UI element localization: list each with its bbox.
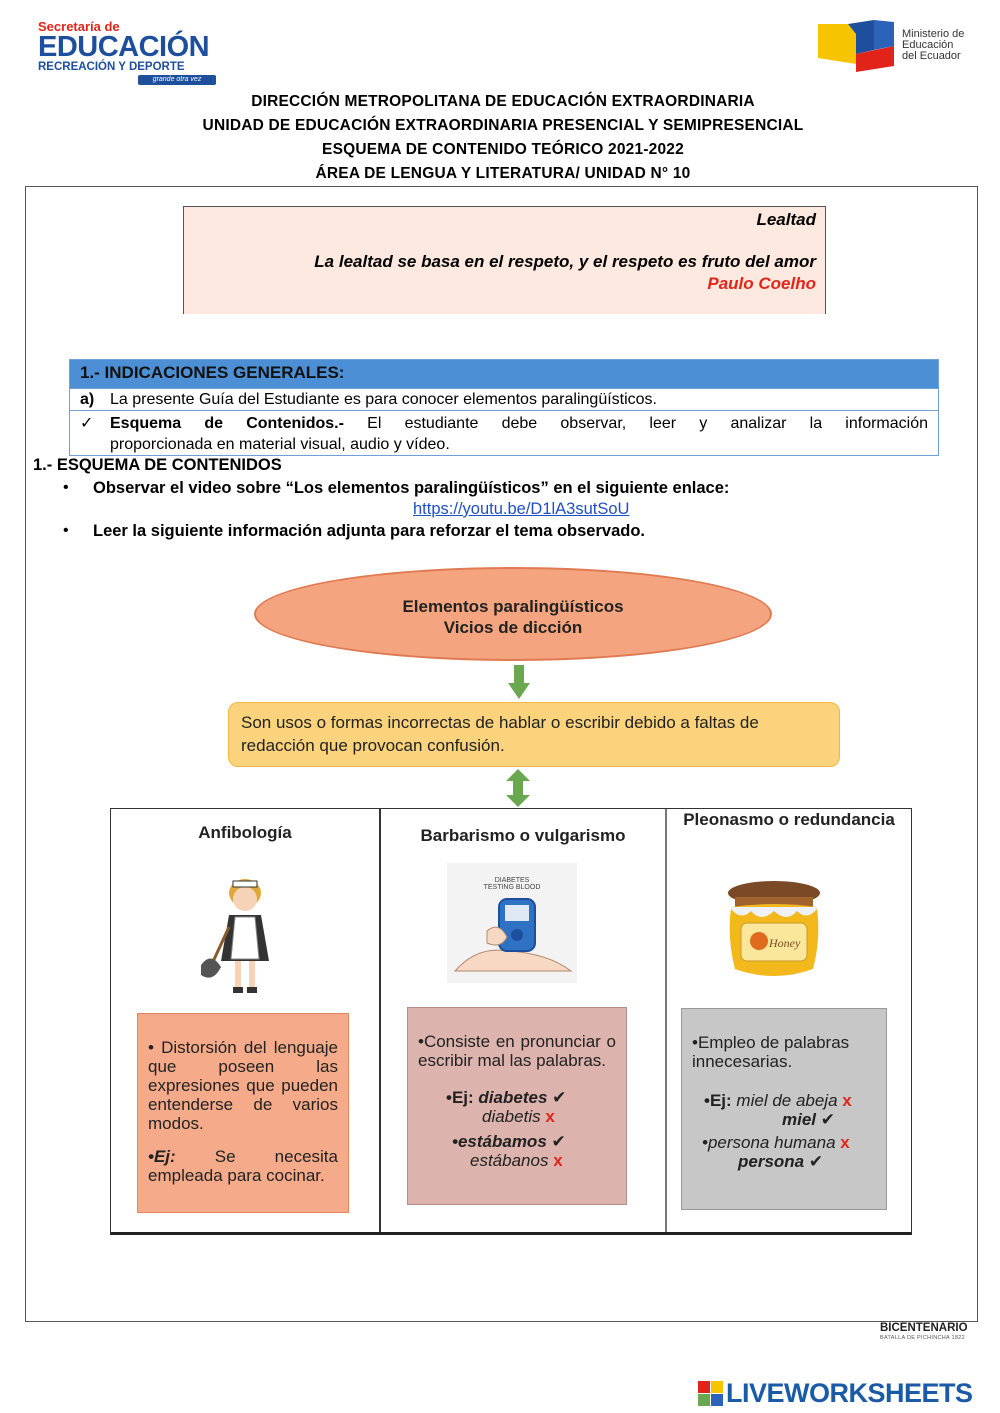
row-text-line2: proporcionada en material visual, audio y vídeo. xyxy=(110,436,450,453)
logo-tagline: grande otra vez xyxy=(138,75,216,85)
image-caption: TESTING BLOOD xyxy=(483,884,541,891)
ministerio-text xyxy=(902,29,992,62)
quote-box xyxy=(183,206,826,314)
example-label: •Ej: xyxy=(148,1147,176,1166)
example-correct: persona xyxy=(738,1152,805,1171)
header-line-1: DIRECCIÓN METROPOLITANA DE EDUCACIÓN EXTRAORDINARIA xyxy=(251,93,755,110)
example-correct: diabetes xyxy=(478,1088,548,1107)
jar-label: Honey xyxy=(769,936,801,950)
example-wrong: estábanos xyxy=(470,1151,549,1170)
ministerio-educacion-logo xyxy=(818,20,988,72)
row-text: El estudiante debe observar, leer y analizar la información xyxy=(367,415,929,432)
bullet-icon: • xyxy=(63,522,69,539)
logo-line: Secretaría de xyxy=(38,19,120,34)
topic-line-1: Elementos paralingüísticos xyxy=(402,597,624,616)
column-title: Anfibología xyxy=(198,823,292,842)
example-row-2 xyxy=(692,1110,876,1129)
ecuador-flag-icon xyxy=(818,20,896,72)
indicaciones-row-b xyxy=(70,410,938,456)
column-title: Barbarismo o vulgarismo xyxy=(420,826,626,845)
example-label: •Ej: xyxy=(704,1091,732,1110)
video-link[interactable]: https://youtu.be/D1lA3sutSoU xyxy=(413,500,630,518)
check-icon: ✔ xyxy=(820,1110,836,1129)
card-pleonasmo xyxy=(681,1008,887,1210)
liveworksheets-text: LIVEWORKSHEETS xyxy=(726,1378,973,1408)
check-icon: ✔ xyxy=(551,1132,566,1151)
cross-icon: x xyxy=(840,1133,850,1152)
topic-ellipse xyxy=(254,567,772,661)
quote-title: Lealtad xyxy=(756,210,816,229)
honey-jar-icon xyxy=(721,879,827,985)
example-row-3 xyxy=(692,1133,876,1152)
double-arrow-icon xyxy=(506,769,530,807)
secretaria-educacion-logo xyxy=(38,20,218,82)
example-label: •Ej: xyxy=(446,1088,474,1107)
indicaciones-row-a xyxy=(70,388,938,410)
logo-line: RECREACIÓN Y DEPORTE xyxy=(38,61,185,73)
example-row-1 xyxy=(418,1088,616,1107)
vicios-table xyxy=(110,808,912,1235)
example-text: Se necesita empleada para cocinar. xyxy=(148,1147,338,1185)
header-line-3: ESQUEMA DE CONTENIDO TEÓRICO 2021-2022 xyxy=(322,141,684,158)
example-row-1 xyxy=(692,1091,876,1110)
cross-icon: x xyxy=(545,1107,555,1126)
glucometer-image xyxy=(447,863,577,983)
example-wrong: diabetis xyxy=(482,1107,541,1126)
section-title: 1.- ESQUEMA DE CONTENIDOS xyxy=(33,456,282,474)
column-title: Pleonasmo o redundancia xyxy=(683,810,895,829)
header-line-2: UNIDAD DE EDUCACIÓN EXTRAORDINARIA PRESENCIAL Y SEMIPRESENCIAL xyxy=(202,117,804,134)
content-item-1: Observar el video sobre “Los elementos paralingüísticos” en el siguiente enlace: xyxy=(93,479,730,497)
example-row-3 xyxy=(418,1132,616,1151)
example-row-4 xyxy=(692,1152,876,1171)
example-correct: •estábamos xyxy=(452,1132,547,1151)
image-caption: DIABETES xyxy=(494,877,530,884)
check-icon: ✔ xyxy=(808,1152,824,1171)
cross-icon: x xyxy=(553,1151,563,1170)
card-description: •Consiste en pronunciar o escribir mal las palabras. xyxy=(418,1032,616,1070)
example-row-4 xyxy=(418,1151,616,1170)
down-arrow-icon xyxy=(508,665,530,701)
row-text: La presente Guía del Estudiante es para conocer elementos paralingüísticos. xyxy=(110,391,657,408)
glucometer-icon xyxy=(447,891,577,981)
example-row-2 xyxy=(418,1107,616,1126)
example-correct: miel xyxy=(782,1110,817,1129)
content-item-2: Leer la siguiente información adjunta para reforzar el tema observado. xyxy=(93,522,645,540)
bullet-icon: • xyxy=(63,479,69,496)
card-example xyxy=(148,1147,338,1185)
bicentenario-subtitle: BATALLA DE PICHINCHA 1822 xyxy=(880,1335,965,1341)
card-anfibologia xyxy=(137,1013,349,1213)
card-description: • Distorsión del lenguaje que poseen las expresiones que pueden entenderse de varios modos. xyxy=(148,1038,338,1133)
liveworksheets-logo[interactable] xyxy=(698,1378,996,1408)
quote-author: Paulo Coelho xyxy=(707,274,816,293)
topic-line-2: Vicios de dicción xyxy=(443,618,583,637)
example-wrong: •persona humana xyxy=(702,1133,836,1152)
indicaciones-heading: 1.- INDICACIONES GENERALES: xyxy=(70,360,938,388)
indicaciones-table xyxy=(69,359,939,456)
card-description: •Empleo de palabras innecesarias. xyxy=(692,1033,850,1071)
row-text-line1 xyxy=(110,413,928,434)
column-pleonasmo xyxy=(667,809,911,1232)
maid-illustration-icon xyxy=(199,871,289,996)
bicentenario-logo: BICENTENARIO xyxy=(880,1322,968,1334)
quote-text: La lealtad se basa en el respeto, y el respeto es fruto del amor xyxy=(314,252,816,271)
logo-line: Ministerio de xyxy=(902,28,965,40)
card-barbarismo xyxy=(407,1007,627,1205)
logo-line: del Ecuador xyxy=(902,50,961,62)
logo-line: EDUCACIÓN xyxy=(38,31,210,63)
column-anfibologia xyxy=(111,809,381,1232)
logo-line: Educación xyxy=(902,39,954,51)
row-bold: Esquema de Contenidos.- xyxy=(110,415,344,432)
cross-icon: x xyxy=(842,1091,852,1110)
liveworksheets-icon xyxy=(698,1381,724,1407)
example-wrong: miel de abeja xyxy=(736,1091,838,1110)
definition-box: Son usos o formas incorrectas de hablar o escribir debido a faltas de redacción que provocan confusión. xyxy=(228,702,840,767)
check-icon: ✔ xyxy=(552,1088,567,1107)
check-icon: ✓ xyxy=(80,415,94,432)
header-line-4: ÁREA DE LENGUA Y LITERATURA/ UNIDAD N° 10 xyxy=(315,165,691,182)
column-barbarismo xyxy=(381,809,667,1232)
row-label: a) xyxy=(80,391,95,408)
